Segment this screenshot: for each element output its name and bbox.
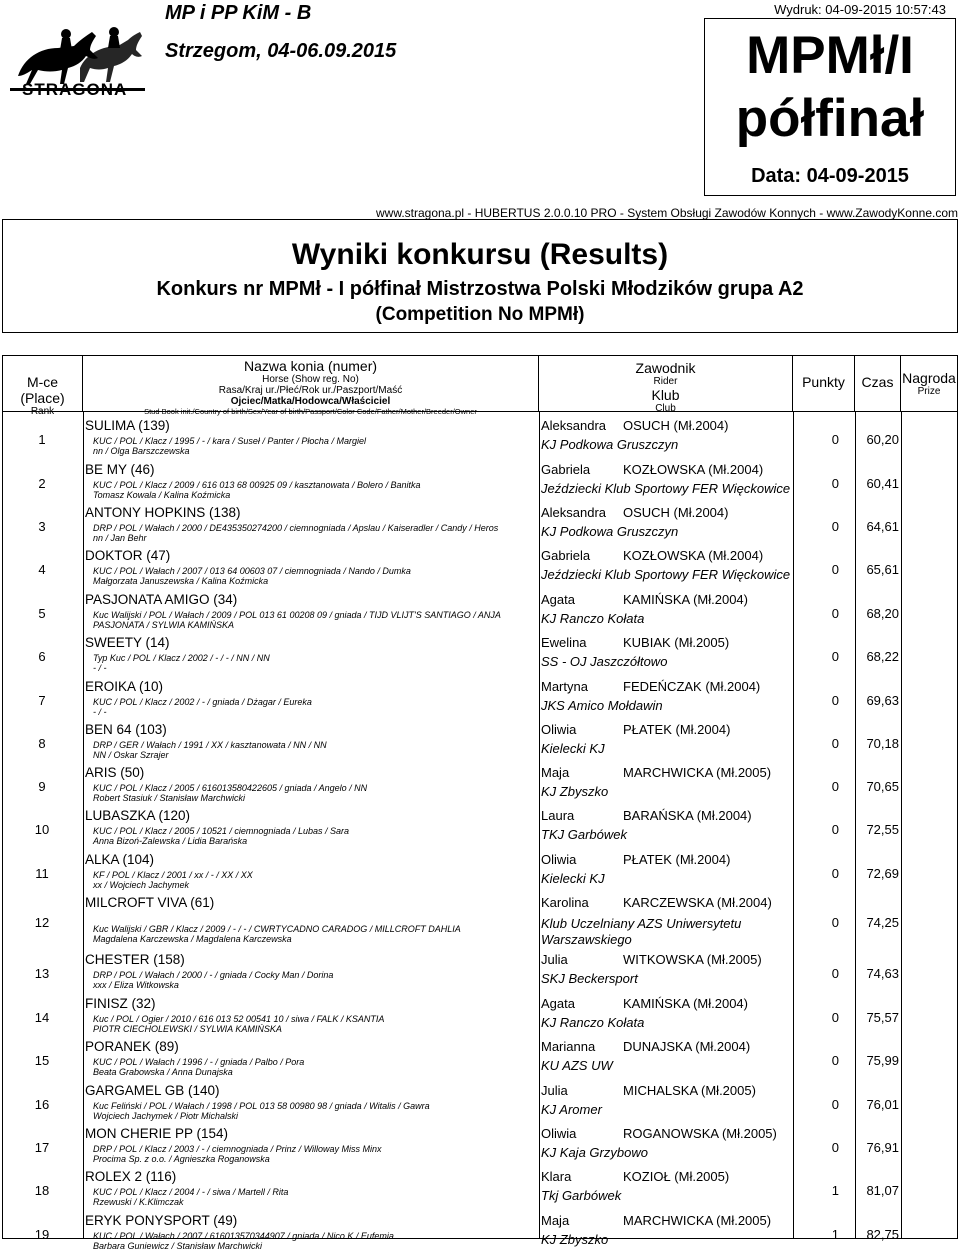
- horse-cell: [85, 952, 535, 990]
- rider-cell: [541, 1039, 791, 1073]
- club-header-sublabel: Club: [655, 403, 676, 414]
- table-row: [3, 952, 957, 995]
- venue-and-dates: Strzegom, 04-06.09.2015: [165, 40, 397, 62]
- table-row: [3, 462, 957, 505]
- rider-club: Jeździecki Klub Sportowy FER Więckowice: [541, 481, 791, 496]
- rider-name: [541, 1213, 791, 1228]
- time-cell: 76,01: [866, 1096, 899, 1112]
- table-row: [3, 808, 957, 851]
- rank-cell: 8: [38, 735, 46, 751]
- competition-number: (Competition No MPMł): [375, 304, 585, 325]
- horse-name: ERYK PONYSPORT (49): [85, 1213, 238, 1228]
- horse-header-sublabel: Horse (Show reg. No): [262, 374, 359, 385]
- rider-first-name: Julia: [541, 952, 568, 967]
- points-cell: 0: [831, 431, 839, 447]
- place-header-label: M-ce (Place): [20, 374, 65, 406]
- horse-name: ANTONY HOPKINS (138): [85, 505, 241, 520]
- class-round: półfinał: [735, 89, 925, 148]
- rider-header-label: Zawodnik: [635, 360, 696, 376]
- rank-cell: 17: [34, 1139, 50, 1155]
- time-cell: 82,75: [866, 1226, 899, 1242]
- report-header: [0, 0, 960, 220]
- table-row: [3, 548, 957, 591]
- points-cell: 0: [831, 648, 839, 664]
- horse-cell: [85, 1169, 535, 1207]
- horse-name: LUBASZKA (120): [85, 808, 191, 823]
- rider-name: [541, 808, 791, 823]
- horse-breeder-owner: PIOTR CIECHOLEWSKI / SYLWIA KAMIŃSKA: [93, 1024, 282, 1034]
- horse-breeder-owner: Procima Sp. z o.o. / Agnieszka Roganowska: [93, 1154, 270, 1164]
- table-row: [3, 679, 957, 722]
- rider-first-name: Ewelina: [541, 635, 587, 650]
- horse-name: MILCROFT VIVA (61): [85, 895, 215, 910]
- horse-details: DRP / POL / Klacz / 2003 / - / ciemnogniada / Prinz / Willoway Miss Minx: [93, 1144, 382, 1154]
- time-cell: 70,18: [866, 735, 899, 751]
- horse-cell: [85, 462, 535, 500]
- rider-cell: [541, 592, 791, 626]
- horse-details: KF / POL / Klacz / 2001 / xx / - / XX / XX: [93, 870, 253, 880]
- horse-breeder-owner: Magdalena Karczewska / Magdalena Karczewska: [93, 934, 292, 944]
- horse-breeder-owner: xxx / Eliza Witkowska: [93, 980, 179, 990]
- rider-club: Jeździecki Klub Sportowy FER Więckowice: [541, 567, 791, 582]
- rider-cell: [541, 679, 791, 713]
- rider-last-name: FEDEŃCZAK (Mł.2004): [623, 679, 761, 694]
- rider-club: Tkj Garbówek: [541, 1188, 622, 1203]
- horse-breeder-owner: Tomasz Kowala / Kalina Koźmicka: [93, 490, 231, 500]
- rider-name: [541, 765, 791, 780]
- rider-club: Kielecki KJ: [541, 871, 605, 886]
- horse-details: KUC / POL / Klacz / 2002 / - / gniada / Dżagar / Eureka: [93, 697, 312, 707]
- class-box: [704, 18, 956, 196]
- rider-last-name: MICHALSKA (Mł.2005): [623, 1083, 756, 1098]
- horse-cell: [85, 1083, 535, 1121]
- rider-name: [541, 852, 791, 867]
- column-header-place: [3, 356, 83, 417]
- table-row: [3, 1169, 957, 1212]
- title-box: [2, 219, 958, 333]
- horse-breeder-owner: Anna Bizoń-Zalewska / Lidia Barańska: [93, 836, 248, 846]
- rider-first-name: Maja: [541, 1213, 570, 1228]
- rank-cell: 7: [38, 692, 46, 708]
- points-cell: 0: [831, 821, 839, 837]
- rider-cell: [541, 462, 791, 496]
- rider-name: [541, 1126, 791, 1141]
- points-cell: 0: [831, 778, 839, 794]
- horse-details: Typ Kuc / POL / Klacz / 2002 / - / - / NN / NN: [93, 653, 270, 663]
- horse-details: KUC / POL / Wałach / 2007 / 616013570344907 / gniada / Nico K / Eufemia: [93, 1231, 394, 1241]
- rider-club: KJ Ranczo Kołata: [541, 611, 645, 626]
- rider-last-name: KUBIAK (Mł.2005): [623, 635, 730, 650]
- rider-name: [541, 1169, 791, 1184]
- rider-cell: [541, 1126, 791, 1160]
- points-cell: 0: [831, 1096, 839, 1112]
- horse-header-sublabel: Stud Book init./Country of birth/Sex/Year of birth/Passport/Color Code/Father/Mother/Breeder/Owner: [144, 407, 477, 416]
- horse-cell: [85, 765, 535, 803]
- rider-cell: [541, 1083, 791, 1117]
- rider-last-name: WITKOWSKA (Mł.2005): [623, 952, 762, 967]
- horse-name: BEN 64 (103): [85, 722, 167, 737]
- competition-subtitle: Konkurs nr MPMł - I półfinał Mistrzostwa Polski Młodzików grupa A2: [156, 278, 804, 300]
- rider-club: KJ Zbyszko: [541, 784, 609, 799]
- points-cell: 0: [831, 965, 839, 981]
- points-cell: 0: [831, 1009, 839, 1025]
- horse-breeder-owner: Barbara Guniewicz / Stanisław Marchwicki: [93, 1241, 263, 1251]
- horse-name: ARIS (50): [85, 765, 145, 780]
- rank-cell: 19: [34, 1226, 50, 1242]
- rank-cell: 2: [38, 475, 46, 491]
- table-row: [3, 1083, 957, 1126]
- points-cell: 0: [831, 475, 839, 491]
- rank-cell: 3: [38, 518, 46, 534]
- rider-last-name: MARCHWICKA (Mł.2005): [623, 765, 772, 780]
- rider-last-name: KARCZEWSKA (Mł.2004): [623, 895, 772, 910]
- horse-name: PORANEK (89): [85, 1039, 179, 1054]
- time-cell: 70,65: [866, 778, 899, 794]
- rider-club: KJ Ranczo Kołata: [541, 1015, 645, 1030]
- table-row: [3, 505, 957, 548]
- rider-header-sublabel: Rider: [653, 376, 678, 387]
- rider-first-name: Marianna: [541, 1039, 596, 1054]
- points-cell: 0: [831, 865, 839, 881]
- rank-cell: 9: [38, 778, 46, 794]
- time-cell: 69,63: [866, 692, 899, 708]
- rider-last-name: ROGANOWSKA (Mł.2005): [623, 1126, 777, 1141]
- rider-first-name: Laura: [541, 808, 575, 823]
- rider-name: [541, 996, 791, 1011]
- rider-first-name: Oliwia: [541, 852, 577, 867]
- rider-club: KU AZS UW: [541, 1058, 613, 1073]
- rider-last-name: OSUCH (Mł.2004): [623, 505, 729, 520]
- rider-last-name: KAMIŃSKA (Mł.2004): [623, 592, 748, 607]
- rider-cell: [541, 765, 791, 799]
- rider-club: JKS Amico Mołdawin: [541, 698, 663, 713]
- rider-last-name: KOZIOŁ (Mł.2005): [623, 1169, 730, 1184]
- rider-first-name: Agata: [541, 592, 575, 607]
- points-cell: 0: [831, 1139, 839, 1155]
- points-cell: 1: [831, 1182, 839, 1198]
- rider-club: KJ Aromer: [541, 1102, 602, 1117]
- horse-details: Kuc Walijski / GBR / Klacz / 2009 / - / - / CWRTYCADNO CARADOG / MILLCROFT DAHLIA: [93, 924, 461, 934]
- rider-cell: [541, 952, 791, 986]
- rider-cell: [541, 505, 791, 539]
- horse-name: ALKA (104): [85, 852, 155, 867]
- horse-details: Kuc Walijski / POL / Wałach / 2009 / POL 013 61 00208 09 / gniada / TIJD VLIJT'S SANTIAGO / ANJA: [93, 610, 501, 620]
- table-row: [3, 418, 957, 461]
- prize-header-label: Nagroda: [902, 370, 956, 386]
- rank-cell: 16: [34, 1096, 50, 1112]
- rider-last-name: BARAŃSKA (Mł.2004): [623, 808, 752, 823]
- time-cell: 74,63: [866, 965, 899, 981]
- horse-cell: [85, 1039, 535, 1077]
- rider-first-name: Julia: [541, 1083, 568, 1098]
- rider-cell: [541, 635, 791, 669]
- rider-last-name: KOZŁOWSKA (Mł.2004): [623, 462, 764, 477]
- rider-cell: [541, 895, 791, 947]
- rider-name: [541, 635, 791, 650]
- rider-first-name: Gabriela: [541, 462, 591, 477]
- horse-breeder-owner: PASJONATA / SYLWIA KAMIŃSKA: [93, 620, 235, 630]
- time-cell: 74,25: [866, 915, 899, 930]
- horse-details: DRP / POL / Wałach / 2000 / - / gniada / Cocky Man / Dorina: [93, 970, 334, 980]
- rank-cell: 1: [38, 431, 46, 447]
- horse-breeder-owner: nn / Olga Barszczewska: [93, 446, 190, 456]
- horse-details: KUC / POL / Wałach / 2007 / 013 64 00603 07 / ciemnogniada / Nando / Dumka: [93, 566, 411, 576]
- rider-cell: [541, 996, 791, 1030]
- time-cell: 64,61: [866, 518, 899, 534]
- horse-name: PASJONATA AMIGO (34): [85, 592, 238, 607]
- time-cell: 76,91: [866, 1139, 899, 1155]
- horse-breeder-owner: Małgorzata Januszewska / Kalina Koźmicka: [93, 576, 269, 586]
- rider-name: [541, 418, 791, 433]
- rank-cell: 14: [34, 1009, 50, 1025]
- time-header-label: Czas: [861, 374, 894, 390]
- points-cell: 0: [831, 1052, 839, 1068]
- page-title: Wyniki konkursu (Results): [291, 238, 669, 271]
- table-row: [3, 722, 957, 765]
- rider-last-name: OSUCH (Mł.2004): [623, 418, 729, 433]
- horse-details: DRP / POL / Wałach / 2000 / DE435350274200 / ciemnogniada / Apslau / Kaiseradler / Candy / Heros: [93, 523, 499, 533]
- horse-name: EROIKA (10): [85, 679, 164, 694]
- prize-header-sublabel: Prize: [917, 386, 941, 397]
- rider-name: [541, 895, 791, 910]
- rider-name: [541, 722, 791, 737]
- points-cell: 0: [831, 605, 839, 621]
- horse-breeder-owner: - / -: [93, 663, 107, 673]
- column-header-rider: [539, 356, 793, 414]
- rider-first-name: Gabriela: [541, 548, 591, 563]
- time-cell: 65,61: [866, 561, 899, 577]
- rider-last-name: KOZŁOWSKA (Mł.2004): [623, 548, 764, 563]
- rider-cell: [541, 852, 791, 886]
- horse-breeder-owner: Rzewuski / K.Klimczak: [93, 1197, 184, 1207]
- time-cell: 75,57: [866, 1009, 899, 1025]
- horse-breeder-owner: Beata Grabowska / Anna Dunajska: [93, 1067, 233, 1077]
- horse-details: KUC / POL / Klacz / 2004 / - / siwa / Martell / Rita: [93, 1187, 289, 1197]
- horse-cell: [85, 895, 535, 944]
- rider-club: KJ Zbyszko: [541, 1232, 609, 1247]
- horse-details: DRP / GER / Wałach / 1991 / XX / kasztanowata / NN / NN: [93, 740, 327, 750]
- points-cell: 0: [831, 692, 839, 708]
- rider-first-name: Klara: [541, 1169, 572, 1184]
- rank-cell: 11: [35, 865, 49, 881]
- horse-name: FINISZ (32): [85, 996, 156, 1011]
- horse-details: KUC / POL / Wałach / 1996 / - / gniada / Palbo / Pora: [93, 1057, 305, 1067]
- horse-cell: [85, 418, 535, 456]
- results-table: [2, 355, 958, 1251]
- rider-name: [541, 679, 791, 694]
- column-header-points: [793, 356, 855, 411]
- header-divider: [3, 411, 957, 412]
- horse-cell: [85, 1213, 535, 1251]
- rider-first-name: Oliwia: [541, 1126, 577, 1141]
- horse-breeder-owner: nn / Jan Behr: [93, 533, 147, 543]
- rider-name: [541, 505, 791, 520]
- time-cell: 75,99: [866, 1052, 899, 1068]
- horse-cell: [85, 722, 535, 760]
- table-row: [3, 635, 957, 678]
- horse-cell: [85, 996, 535, 1034]
- class-date: Data: 04-09-2015: [751, 165, 909, 187]
- rider-last-name: KAMIŃSKA (Mł.2004): [623, 996, 748, 1011]
- rider-last-name: MARCHWICKA (Mł.2005): [623, 1213, 772, 1228]
- rider-name: [541, 548, 791, 563]
- horse-name: ROLEX 2 (116): [85, 1169, 177, 1184]
- rank-cell: 13: [34, 965, 50, 981]
- points-cell: 0: [831, 735, 839, 751]
- software-credit: www.stragona.pl - HUBERTUS 2.0.0.10 PRO - System Obsługi Zawodów Konnych - www.ZawodyKonne.com: [375, 206, 958, 220]
- table-row: [3, 592, 957, 635]
- rider-cell: [541, 808, 791, 842]
- rider-last-name: PŁATEK (Mł.2004): [623, 852, 731, 867]
- table-row: [3, 1039, 957, 1082]
- horse-cell: [85, 1126, 535, 1164]
- table-row: [3, 1126, 957, 1169]
- table-row: [3, 996, 957, 1039]
- rank-cell: 6: [38, 648, 46, 664]
- rider-club: Klub Uczelniany AZS Uniwersytetu: [541, 916, 742, 931]
- time-cell: 81,07: [866, 1182, 899, 1198]
- horse-details: KUC / POL / Klacz / 2005 / 10521 / ciemnogniada / Lubas / Sara: [93, 826, 349, 836]
- rank-cell: 4: [38, 561, 46, 577]
- points-cell: 0: [831, 915, 839, 930]
- rider-last-name: DUNAJSKA (Mł.2004): [623, 1039, 751, 1054]
- rider-name: [541, 1083, 791, 1098]
- horse-name: GARGAMEL GB (140): [85, 1083, 220, 1098]
- class-name: MPMł/I: [746, 26, 914, 85]
- rider-club-cont: Warszawskiego: [541, 932, 632, 947]
- column-header-time: [855, 356, 901, 411]
- rank-cell: 18: [34, 1182, 50, 1198]
- rider-cell: [541, 418, 791, 452]
- rider-club: SS - OJ Jaszczółtowo: [541, 654, 668, 669]
- column-header-prize: [901, 356, 957, 411]
- horse-cell: [85, 505, 535, 543]
- table-row: [3, 1213, 957, 1256]
- time-cell: 68,22: [866, 648, 899, 664]
- table-row: [3, 895, 957, 951]
- points-cell: 0: [831, 561, 839, 577]
- horse-cell: [85, 808, 535, 846]
- table-row: [3, 852, 957, 895]
- points-cell: 1: [831, 1226, 839, 1242]
- time-cell: 60,41: [866, 475, 899, 491]
- horse-details: KUC / POL / Klacz / 2005 / 616013580422605 / gniada / Angelo / NN: [93, 783, 368, 793]
- rider-name: [541, 592, 791, 607]
- rider-club: SKJ Beckersport: [541, 971, 638, 986]
- horse-name: MON CHERIE PP (154): [85, 1126, 229, 1141]
- rider-club: KJ Podkowa Gruszczyn: [541, 437, 679, 452]
- time-cell: 72,55: [866, 821, 899, 837]
- horse-details: KUC / POL / Klacz / 1995 / - / kara / Suseł / Panter / Płocha / Margiel: [93, 436, 366, 446]
- horse-breeder-owner: NN / Oskar Szrajer: [93, 750, 169, 760]
- horse-name: CHESTER (158): [85, 952, 185, 967]
- points-header-label: Punkty: [802, 374, 845, 390]
- time-cell: 72,69: [866, 865, 899, 881]
- rider-cell: [541, 1169, 791, 1203]
- rider-cell: [541, 548, 791, 582]
- horse-header-sublabel: Rasa/Kraj ur./Płeć/Rok ur./Paszport/Maść: [218, 385, 403, 396]
- horse-name: SWEETY (14): [85, 635, 170, 650]
- horse-cell: [85, 635, 535, 673]
- place-header-sublabel: Rank: [30, 406, 55, 417]
- rider-name: [541, 952, 791, 967]
- rank-cell: 12: [34, 915, 50, 930]
- horse-breeder-owner: xx / Wojciech Jachymek: [93, 880, 190, 890]
- rider-club: KJ Podkowa Gruszczyn: [541, 524, 679, 539]
- rider-first-name: Agata: [541, 996, 575, 1011]
- horse-cell: [85, 852, 535, 890]
- rider-name: [541, 1039, 791, 1054]
- horse-breeder-owner: Robert Stasiuk / Stanisław Marchwicki: [93, 793, 246, 803]
- horse-details: KUC / POL / Klacz / 2009 / 616 013 68 00925 09 / kasztanowata / Bolero / Banitka: [93, 480, 421, 490]
- rider-first-name: Karolina: [541, 895, 589, 910]
- horse-name: BE MY (46): [85, 462, 155, 477]
- horse-cell: [85, 679, 535, 717]
- rider-first-name: Oliwia: [541, 722, 577, 737]
- logo-text: STRAGONA: [22, 80, 128, 99]
- horse-details: Kuc Feliński / POL / Wałach / 1998 / POL 013 58 00980 98 / gniada / Witalis / Gawra: [93, 1101, 430, 1111]
- horse-breeder-owner: Wojciech Jachymek / Piotr Michalski: [93, 1111, 239, 1121]
- rider-first-name: Maja: [541, 765, 570, 780]
- rider-club: KJ Kaja Grzybowo: [541, 1145, 648, 1160]
- horse-cell: [85, 592, 535, 630]
- rider-first-name: Aleksandra: [541, 505, 607, 520]
- horse-name: SULIMA (139): [85, 418, 170, 433]
- horse-cell: [85, 548, 535, 586]
- competition-name: MP i PP KiM - B: [165, 2, 312, 24]
- table-row: [3, 765, 957, 808]
- club-header-label: Klub: [651, 387, 680, 403]
- horse-header-label: Nazwa konia (numer): [243, 358, 378, 374]
- rank-cell: 5: [38, 605, 46, 621]
- rank-cell: 10: [34, 821, 50, 837]
- rider-last-name: PŁATEK (Mł.2004): [623, 722, 731, 737]
- rider-name: [541, 462, 791, 477]
- rider-club: Kielecki KJ: [541, 741, 605, 756]
- rider-first-name: Aleksandra: [541, 418, 607, 433]
- print-timestamp: Wydruk: 04-09-2015 10:57:43: [774, 2, 946, 17]
- rider-cell: [541, 1213, 791, 1247]
- rider-first-name: Martyna: [541, 679, 588, 694]
- rider-club: TKJ Garbówek: [541, 827, 627, 842]
- rider-cell: [541, 722, 791, 756]
- points-cell: 0: [831, 518, 839, 534]
- time-cell: 68,20: [866, 605, 899, 621]
- horse-breeder-owner: - / -: [93, 707, 107, 717]
- horse-header-sublabel: Ojciec/Matka/Hodowca/Właściciel: [230, 396, 391, 407]
- horse-details: Kuc / POL / Ogier / 2010 / 616 013 52 00541 10 / siwa / FALK / KSANTIA: [93, 1014, 385, 1024]
- time-cell: 60,20: [866, 431, 899, 447]
- rank-cell: 15: [34, 1052, 50, 1068]
- horse-name: DOKTOR (47): [85, 548, 171, 563]
- column-header-horse: [83, 356, 539, 416]
